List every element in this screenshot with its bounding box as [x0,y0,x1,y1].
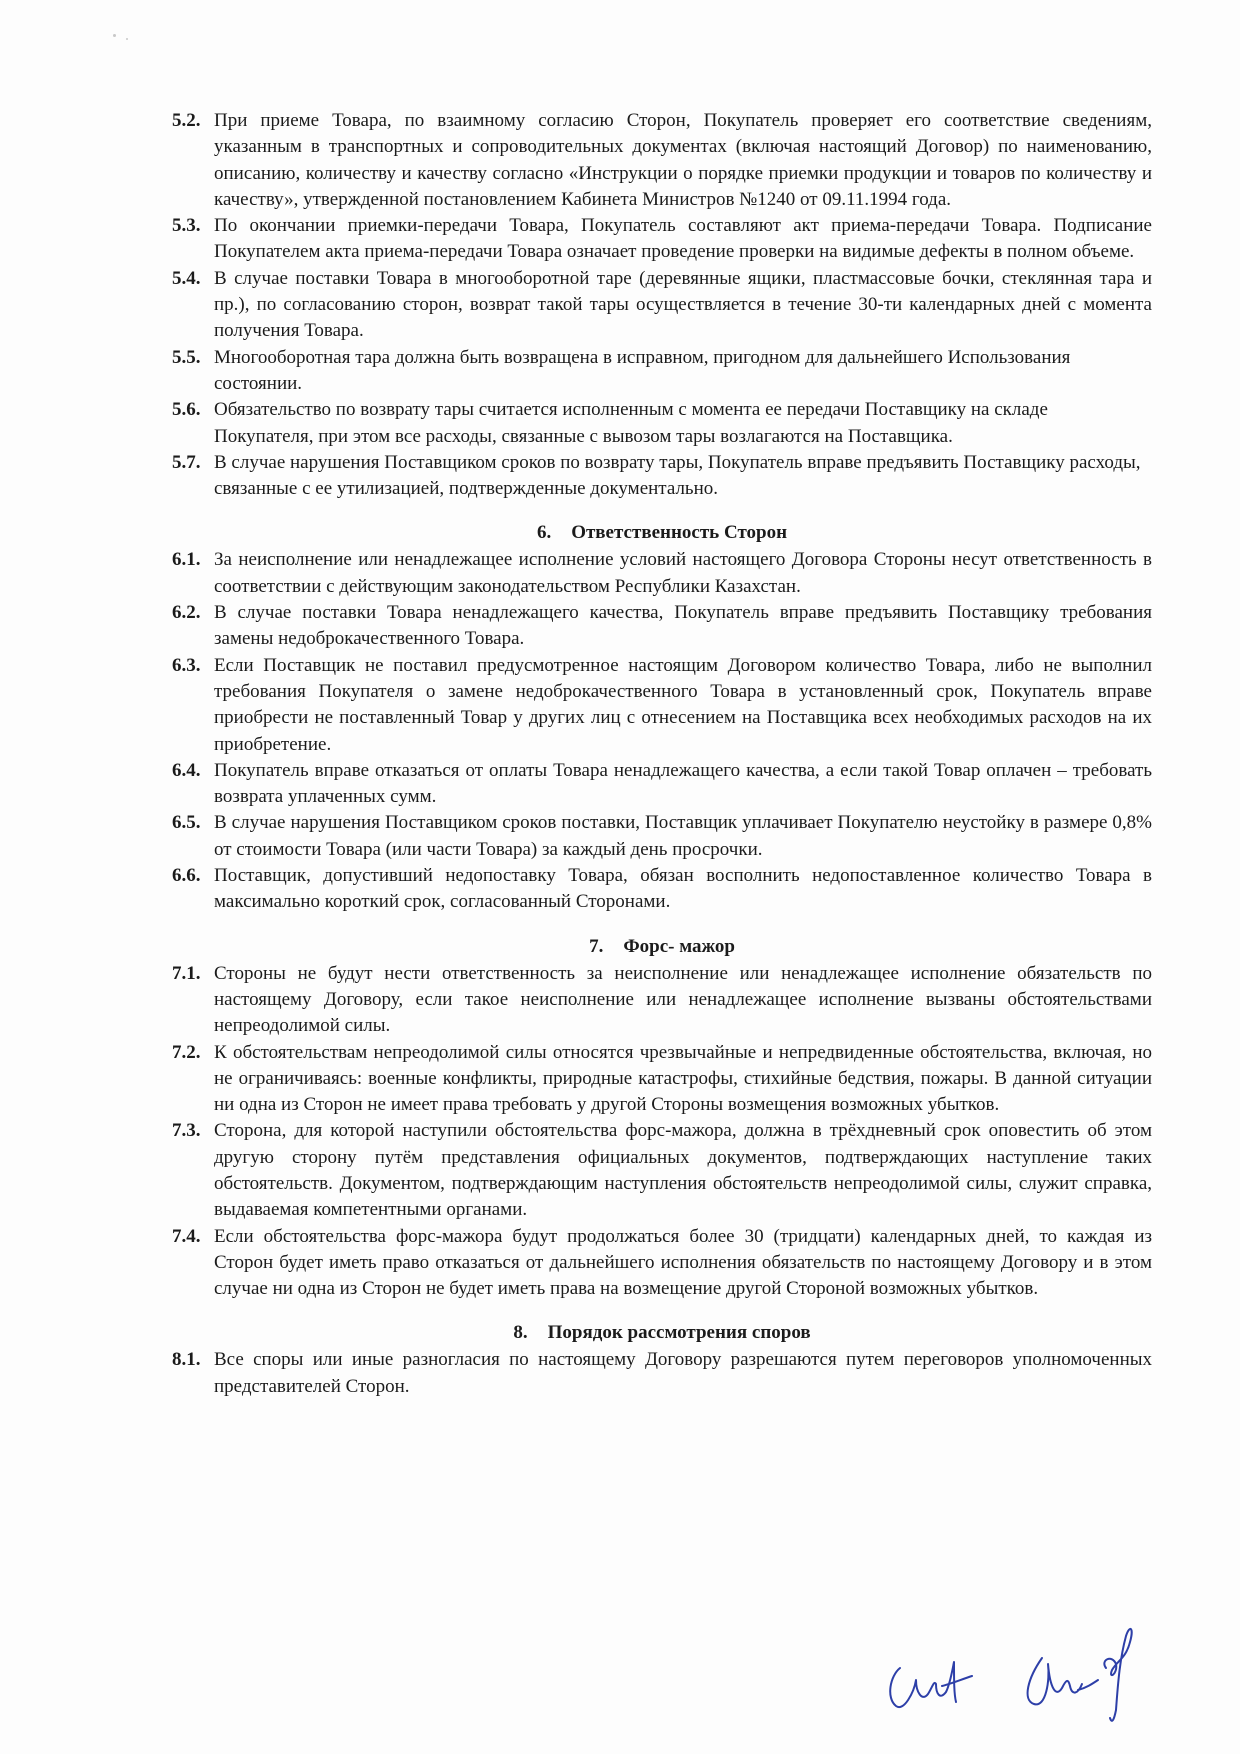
clause [172,1118,1152,1223]
clause [172,397,1152,450]
clause [172,810,1152,863]
clause [172,961,1152,1040]
clause [172,1040,1152,1119]
clause-text: Обязательство по возврату тары считается исполненным с момента ее передачи Поставщику на складе Покупателя, при этом все расходы, связанные с вывозом тары возлагаются на Поставщика. [214,399,1048,447]
clause [172,758,1152,811]
clause-text: В случае нарушения Поставщиком сроков поставки, Поставщик уплачивает Покупателю неустойку в размере 0,8% от стоимости Товара (или части Товара) за каждый день просрочки. [214,812,1152,860]
clause-number: 6.5. [172,812,201,834]
clause-number: 5.4. [172,267,201,289]
clause-text: По окончании приемки-передачи Товара, Покупатель составляют акт приема-передачи Товара. Подписание Покупателем акта приема-передачи Товара означает проведение проверки на видимые дефекты в полном объеме. [214,215,1152,263]
clause-text: Стороны не будут нести ответственность за неисполнение или ненадлежащее исполнение обязательств по настоящему Договору, если такое неисполнение или ненадлежащее исполнение вызваны обстоятельствами непреодолимой силы. [214,962,1152,1037]
clause [172,600,1152,653]
clause-text: За неисполнение или ненадлежащее исполнение условий настоящего Договора Стороны несут ответственность в соответствии с действующим законодательством Республики Казахстан. [214,549,1152,597]
scan-speck [113,34,116,37]
clause-number: 6.2. [172,602,201,624]
section-title: Форс- мажор [623,935,735,957]
section-heading [172,1320,1152,1346]
clause [172,266,1152,345]
clause-number: 5.5. [172,346,201,368]
section-heading [172,520,1152,546]
clause-text: Поставщик, допустивший недопоставку Товара, обязан восполнить недопоставленное количество Товара в максимально короткий срок, согласованный Сторонами. [214,865,1152,913]
section-number: 8. [513,1322,528,1344]
clause [172,450,1152,503]
clause-number: 6.1. [172,549,201,571]
section-number: 7. [589,935,604,957]
section-title: Ответственность Сторон [571,522,788,544]
clause-number: 6.3. [172,654,201,676]
signature-2 [1008,1618,1168,1728]
clause-text: Покупатель вправе отказаться от оплаты Товара ненадлежащего качества, а если такой Товар оплачен – требовать возврата уплаченных сумм. [214,759,1152,808]
section-title: Порядок рассмотрения споров [547,1322,811,1344]
section-7 [172,934,1152,1303]
clause-text: Сторона, для которой наступили обстоятельства форс-мажора, должна в трёхдневный срок оповестить об этом другую сторону путём представления официальных документов, подтверждающих наступление таких обстоятельств. Документом, подтверждающим наступления обстоятельств непреодолимой силы, служит справка, выдаваемая компетентными органами. [214,1120,1152,1221]
clause-number: 5.6. [172,399,201,421]
scan-speck [126,38,128,40]
clause-text: При приеме Товара, по взаимному согласию Сторон, Покупатель проверяет его соответствие сведениям, указанным в транспортных и сопроводительных документах (включая настоящий Договор) по наименованию, описанию, количеству и качеству согласно «Инструкции о порядке приемки продукции и товаров по количеству и качеству», утвержденной постановлением Кабинета Министров №1240 от 09.11.1994 года. [214,110,1152,210]
section-heading [172,934,1152,960]
clause-text: Все споры или иные разногласия по настоящему Договору разрешаются путем переговоров уполномоченных представителей Сторон. [214,1349,1152,1397]
clause [172,1347,1152,1400]
clause-number: 6.4. [172,759,201,781]
section-6 [172,520,1152,915]
clause [172,863,1152,916]
clause [172,1224,1152,1303]
signature-1 [880,1650,980,1718]
clause [172,653,1152,758]
clause-number: 7.3. [172,1120,201,1142]
clause-text: Многооборотная тара должна быть возвращена в исправном, пригодном для дальнейшего Использования состоянии. [214,346,1071,394]
clause [172,547,1152,600]
clause-text: Если Поставщик не поставил предусмотренное настоящим Договором количество Товара, либо не выполнил требования Покупателя о замене недоброкачественного Товара в установленный срок, Покупатель вправе приобрести не поставленный Товар у других лиц с отнесением на Поставщика всех необходимых расходов на их приобретение. [214,654,1152,755]
clause-number: 5.2. [172,110,201,131]
clause-text: В случае нарушения Поставщиком сроков по возврату тары, Покупатель вправе предъявить Поставщику расходы, связанные с ее утилизацией, подтвержденные документально. [214,451,1141,500]
clause-number: 5.3. [172,215,201,237]
clause-number: 7.2. [172,1041,201,1063]
clause-text: Если обстоятельства форс-мажора будут продолжаться более 30 (тридцати) календарных дней, то каждая из Сторон будет иметь право отказаться от дальнейшего исполнения обязательств по настоящему Договору и в этом случае ни одна из Сторон не будет иметь права на возмещение другой Стороной возможных убытков. [214,1225,1152,1300]
clause [172,108,1152,213]
section-5 [172,108,1152,502]
clause-number: 5.7. [172,451,201,473]
section-number: 6. [536,522,552,544]
clause-number: 6.6. [172,865,201,887]
section-8 [172,1320,1152,1400]
clause [172,345,1152,398]
document-body [172,108,1152,1400]
clause-text: В случае поставки Товара ненадлежащего качества, Покупатель вправе предъявить Поставщику требования замены недоброкачественного Товара. [214,602,1152,650]
clause-text: К обстоятельствам непреодолимой силы относятся чрезвычайные и непредвиденные обстоятельства, включая, но не ограничиваясь: военные конфликты, природные катастрофы, стихийные бедствия, пожары. В данной ситуации ни одна из Сторон не имеет права требовать у другой Стороны возмещения возможных убытков. [214,1041,1152,1116]
clause-number: 7.4. [172,1225,201,1247]
clause-number: 8.1. [172,1349,201,1371]
clause-number: 7.1. [172,962,201,984]
clause-text: В случае поставки Товара в многооборотной таре (деревянные ящики, пластмассовые бочки, стеклянная тара и пр.), по согласованию сторон, возврат такой тары осуществляется в течение 30-ти календарных дней с момента получения Товара. [214,267,1152,342]
clause [172,213,1152,266]
